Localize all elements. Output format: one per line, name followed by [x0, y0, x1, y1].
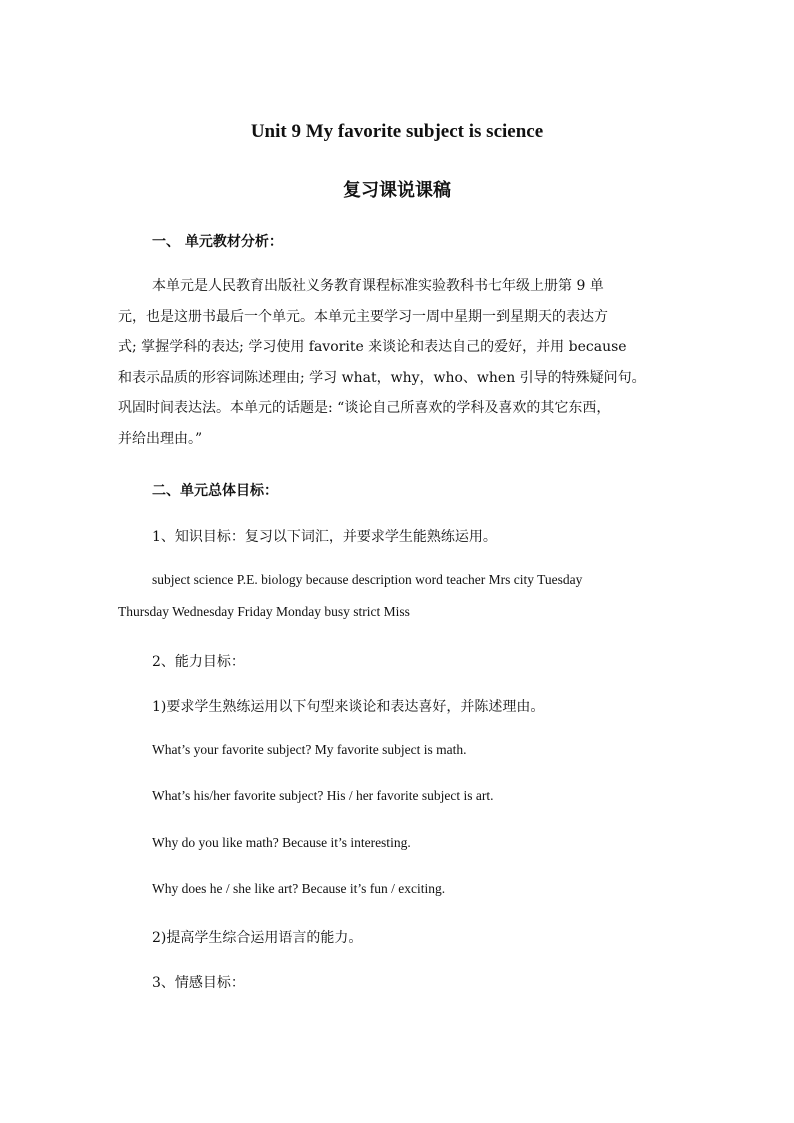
paragraph-line: 本单元是人民教育出版社义务教育课程标准实验教科书七年级上册第 9 单 [152, 278, 604, 294]
paragraph-line: 元，也是这册书最后一个单元。本单元主要学习一周中星期一到星期天的表达方 [118, 308, 608, 325]
document-title: Unit 9 My favorite subject is science [250, 121, 544, 142]
example-sentence: Why do you like math? Because it’s interesting. [152, 835, 411, 850]
paragraph-line: 和表示品质的形容词陈述理由; 学习 what，why，who、when 引导的特殊疑问句。 [118, 369, 646, 386]
section1-paragraph [118, 271, 678, 455]
section2-heading: 二、单元总体目标： [152, 483, 278, 499]
ability-goal-item-2: 2)提高学生综合运用语言的能力。 [152, 930, 363, 946]
section1-heading: 一、 单元教材分析： [152, 234, 283, 250]
example-sentence: Why does he / she like art? Because it’s fun / exciting. [152, 881, 446, 896]
vocabulary-line-1: subject science P.E. biology because description word teacher Mrs city Tuesday [152, 572, 583, 587]
knowledge-goal-label: 1、知识目标：复习以下词汇，并要求学生能熟练运用。 [152, 529, 497, 545]
document-subtitle: 复习课说课稿 [343, 180, 451, 201]
paragraph-line: 式; 掌握学科的表达; 学习使用 favorite 来谈论和表达自己的爱好，并用 because [118, 339, 627, 356]
ability-goal-item-1: 1)要求学生熟练运用以下句型来谈论和表达喜好，并陈述理由。 [152, 699, 545, 715]
paragraph-line: 并给出理由。” [118, 430, 203, 447]
example-sentence: What’s his/her favorite subject? His / her favorite subject is art. [152, 788, 494, 803]
example-sentence: What’s your favorite subject? My favorite subject is math. [152, 742, 467, 757]
ability-goal-label: 2、能力目标： [152, 654, 245, 670]
paragraph-line: 巩固时间表达法。本单元的话题是: “谈论自己所喜欢的学科及喜欢的其它东西， [118, 400, 611, 417]
emotion-goal-label: 3、情感目标： [152, 975, 245, 991]
vocabulary-line-2: Thursday Wednesday Friday Monday busy strict Miss [118, 604, 410, 619]
